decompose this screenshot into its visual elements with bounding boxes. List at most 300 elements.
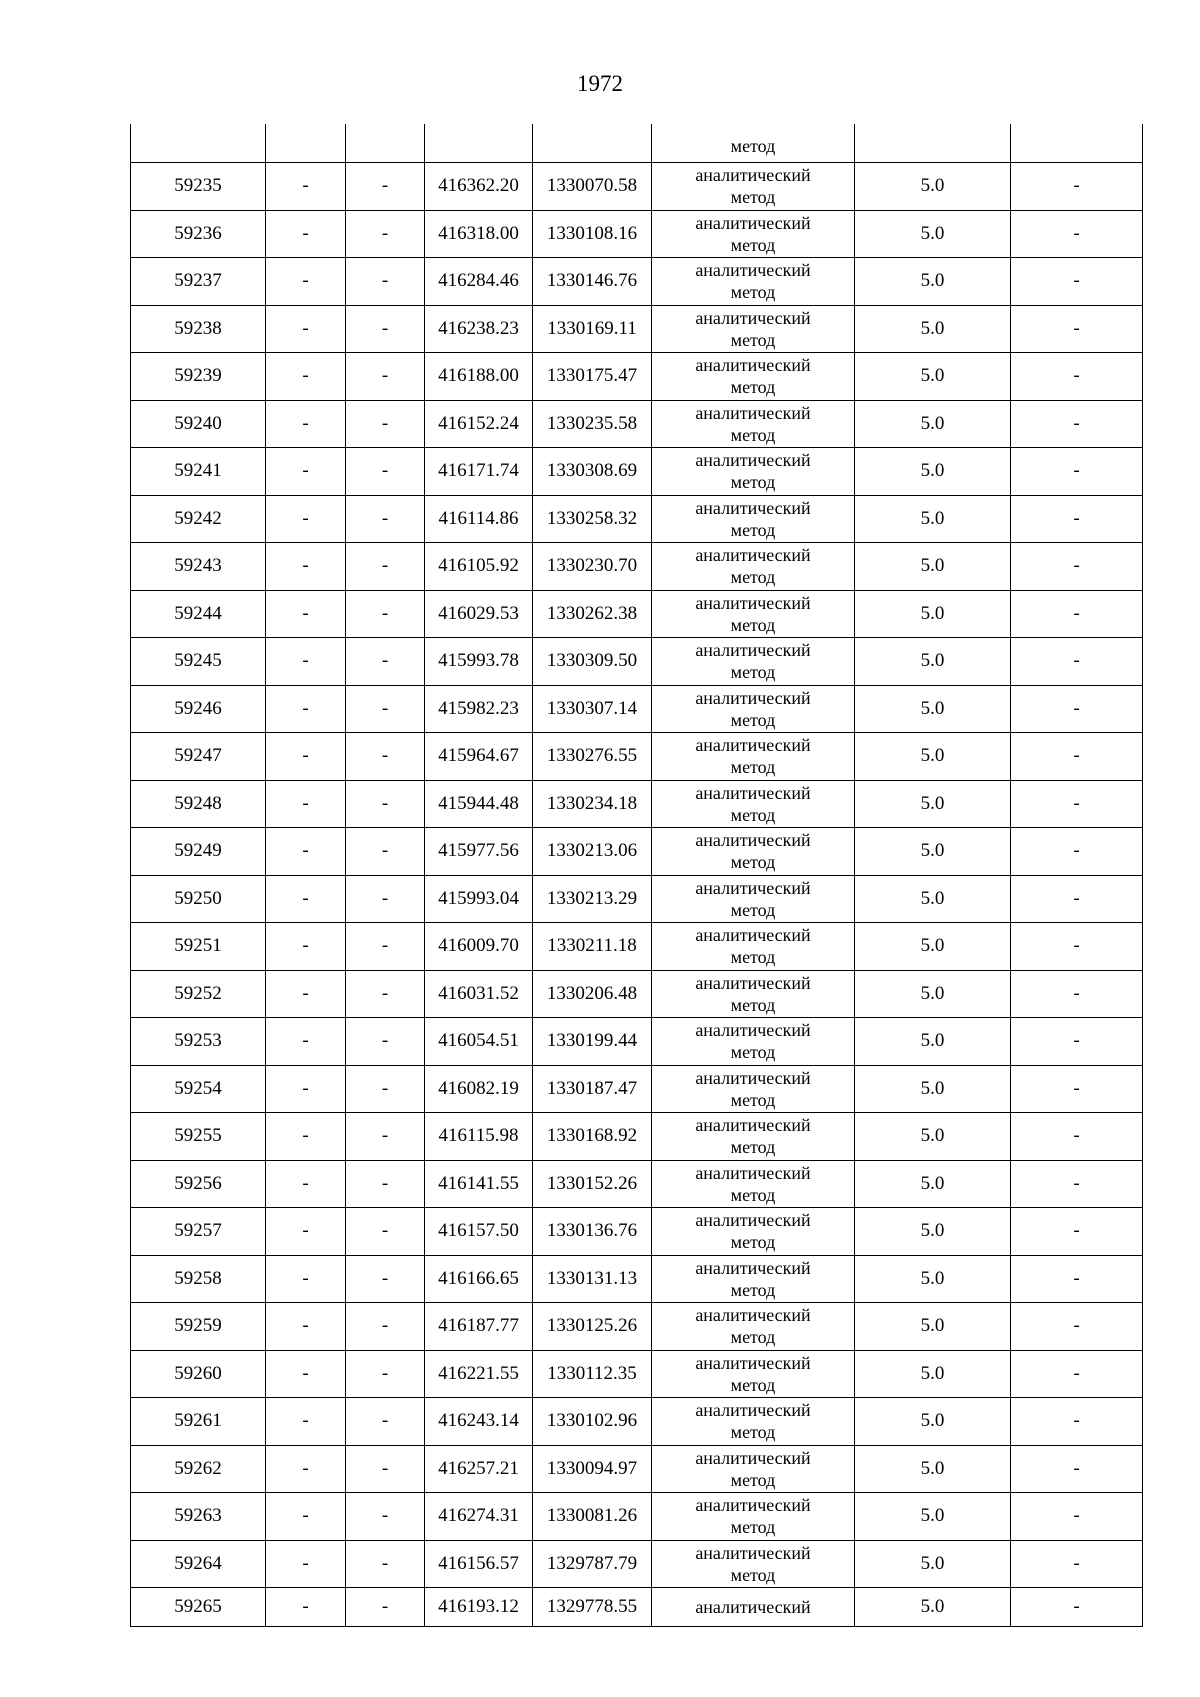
x-coordinate-cell: 416082.19 [425, 1065, 533, 1113]
table-row [131, 1065, 1143, 1113]
point-number-cell: 59253 [131, 1018, 266, 1066]
accuracy-cell: 5.0 [855, 780, 1011, 828]
method-line-2: метод [730, 377, 776, 398]
column-8-cell: - [1011, 685, 1143, 733]
column-8-cell: - [1011, 400, 1143, 448]
point-number-cell: 59241 [131, 448, 266, 496]
method-cell [652, 353, 855, 401]
y-coordinate-cell: 1330108.16 [533, 210, 652, 258]
column-2-cell: - [266, 1540, 346, 1588]
method-line-2: метод [730, 1469, 776, 1490]
method-line-1: аналитический [695, 1542, 811, 1563]
y-coordinate-cell: 1330230.70 [533, 543, 652, 591]
method-line-2: метод [730, 1089, 776, 1110]
column-3-cell: - [346, 1160, 425, 1208]
y-coordinate-cell: 1330169.11 [533, 305, 652, 353]
column-2-cell: - [266, 685, 346, 733]
x-coordinate-cell: 416193.12 [425, 1588, 533, 1627]
y-coordinate-cell: 1330213.06 [533, 828, 652, 876]
column-8-cell: - [1011, 733, 1143, 781]
column-2-cell: - [266, 1493, 346, 1541]
column-8-cell: - [1011, 1493, 1143, 1541]
x-coordinate-cell: 416114.86 [425, 495, 533, 543]
y-coordinate-cell: 1330081.26 [533, 1493, 652, 1541]
point-number-cell: 59240 [131, 400, 266, 448]
column-2-cell: - [266, 1588, 346, 1627]
method-line-2: метод [730, 1042, 776, 1063]
column-3-cell: - [346, 590, 425, 638]
point-number-cell: 59264 [131, 1540, 266, 1588]
method-line-1: аналитический [695, 1352, 811, 1373]
column-2-cell: - [266, 1445, 346, 1493]
table-row [131, 1540, 1143, 1588]
method-cell [652, 448, 855, 496]
column-3-cell: - [346, 1303, 425, 1351]
x-coordinate-cell: 416054.51 [425, 1018, 533, 1066]
method-cell [652, 1350, 855, 1398]
point-number-cell: 59256 [131, 1160, 266, 1208]
x-coordinate-cell: 416187.77 [425, 1303, 533, 1351]
y-coordinate-cell: 1330262.38 [533, 590, 652, 638]
x-coordinate-cell: 416157.50 [425, 1208, 533, 1256]
table-cell [266, 124, 346, 163]
point-number-cell: 59244 [131, 590, 266, 638]
column-2-cell: - [266, 353, 346, 401]
column-3-cell: - [346, 828, 425, 876]
method-line-1: аналитический [695, 402, 811, 423]
method-cell [652, 400, 855, 448]
y-coordinate-cell: 1330234.18 [533, 780, 652, 828]
table-cell [425, 124, 533, 163]
method-cell [652, 685, 855, 733]
y-coordinate-cell: 1330175.47 [533, 353, 652, 401]
column-2-cell: - [266, 923, 346, 971]
x-coordinate-cell: 416238.23 [425, 305, 533, 353]
column-3-cell: - [346, 1208, 425, 1256]
accuracy-cell: 5.0 [855, 875, 1011, 923]
method-line-1: аналитический [695, 735, 811, 756]
accuracy-cell: 5.0 [855, 400, 1011, 448]
column-8-cell: - [1011, 1065, 1143, 1113]
table-row [131, 258, 1143, 306]
method-line-2: метод [730, 852, 776, 873]
y-coordinate-cell: 1330206.48 [533, 970, 652, 1018]
method-cell [652, 1255, 855, 1303]
column-2-cell: - [266, 1018, 346, 1066]
accuracy-cell: 5.0 [855, 258, 1011, 306]
table-row [131, 1493, 1143, 1541]
column-2-cell: - [266, 638, 346, 686]
y-coordinate-cell: 1330307.14 [533, 685, 652, 733]
method-line-1: аналитический [695, 1162, 811, 1183]
column-8-cell: - [1011, 543, 1143, 591]
column-8-cell: - [1011, 1350, 1143, 1398]
point-number-cell: 59235 [131, 163, 266, 211]
method-line-1: аналитический [695, 1447, 811, 1468]
accuracy-cell: 5.0 [855, 1445, 1011, 1493]
table-row [131, 638, 1143, 686]
x-coordinate-cell: 416257.21 [425, 1445, 533, 1493]
point-number-cell: 59261 [131, 1398, 266, 1446]
point-number-cell: 59246 [131, 685, 266, 733]
column-8-cell: - [1011, 1113, 1143, 1161]
table-row [131, 163, 1143, 211]
method-line-1: аналитический [695, 165, 811, 186]
column-8-cell: - [1011, 1588, 1143, 1627]
column-3-cell: - [346, 258, 425, 306]
method-line-1: аналитический [695, 545, 811, 566]
method-cell [652, 828, 855, 876]
y-coordinate-cell: 1330136.76 [533, 1208, 652, 1256]
accuracy-cell: 5.0 [855, 353, 1011, 401]
method-line-1: аналитический [695, 877, 811, 898]
x-coordinate-cell: 416152.24 [425, 400, 533, 448]
x-coordinate-cell: 416031.52 [425, 970, 533, 1018]
method-cell [652, 1588, 855, 1627]
column-8-cell: - [1011, 353, 1143, 401]
column-2-cell: - [266, 163, 346, 211]
method-line-2: метод [730, 899, 776, 920]
column-2-cell: - [266, 970, 346, 1018]
method-line-2: метод [730, 1184, 776, 1205]
table-cell [1011, 124, 1143, 163]
table-cell [533, 124, 652, 163]
table-row [131, 590, 1143, 638]
table-row [131, 780, 1143, 828]
method-line-1: аналитический [695, 1597, 811, 1617]
method-cell [652, 780, 855, 828]
column-2-cell: - [266, 828, 346, 876]
column-8-cell: - [1011, 1255, 1143, 1303]
x-coordinate-cell: 415977.56 [425, 828, 533, 876]
table-cell [855, 124, 1011, 163]
x-coordinate-cell: 415944.48 [425, 780, 533, 828]
point-number-cell: 59236 [131, 210, 266, 258]
method-line-1: аналитический [695, 972, 811, 993]
y-coordinate-cell: 1330187.47 [533, 1065, 652, 1113]
y-coordinate-cell: 1330199.44 [533, 1018, 652, 1066]
method-line-1: аналитический [695, 687, 811, 708]
method-text: метод [730, 136, 776, 156]
method-line-1: аналитический [695, 1495, 811, 1516]
table-row [131, 733, 1143, 781]
point-number-cell: 59250 [131, 875, 266, 923]
method-line-2: метод [730, 424, 776, 445]
column-2-cell: - [266, 1113, 346, 1161]
method-cell [652, 1303, 855, 1351]
column-8-cell: - [1011, 970, 1143, 1018]
method-line-2: метод [730, 1137, 776, 1158]
column-2-cell: - [266, 590, 346, 638]
x-coordinate-cell: 416105.92 [425, 543, 533, 591]
table-row [131, 1160, 1143, 1208]
point-number-cell: 59245 [131, 638, 266, 686]
method-line-2: метод [730, 947, 776, 968]
accuracy-cell: 5.0 [855, 1018, 1011, 1066]
method-line-1: аналитический [695, 355, 811, 376]
column-3-cell: - [346, 1540, 425, 1588]
method-line-2: метод [730, 804, 776, 825]
x-coordinate-cell: 415982.23 [425, 685, 533, 733]
table-row [131, 353, 1143, 401]
x-coordinate-cell: 416362.20 [425, 163, 533, 211]
column-3-cell: - [346, 923, 425, 971]
page-number: 1972 [577, 71, 623, 96]
column-8-cell: - [1011, 448, 1143, 496]
method-cell [652, 1540, 855, 1588]
point-number-cell: 59265 [131, 1588, 266, 1627]
column-2-cell: - [266, 1160, 346, 1208]
x-coordinate-cell: 415993.78 [425, 638, 533, 686]
accuracy-cell: 5.0 [855, 1588, 1011, 1627]
x-coordinate-cell: 416243.14 [425, 1398, 533, 1446]
accuracy-cell: 5.0 [855, 1493, 1011, 1541]
point-number-cell: 59237 [131, 258, 266, 306]
x-coordinate-cell: 416188.00 [425, 353, 533, 401]
method-cell [652, 923, 855, 971]
column-2-cell: - [266, 1350, 346, 1398]
method-cell [652, 1065, 855, 1113]
point-number-cell: 59257 [131, 1208, 266, 1256]
method-cell [652, 163, 855, 211]
table-row [131, 1445, 1143, 1493]
table-row [131, 400, 1143, 448]
column-2-cell: - [266, 543, 346, 591]
x-coordinate-cell: 416171.74 [425, 448, 533, 496]
y-coordinate-cell: 1330258.32 [533, 495, 652, 543]
column-8-cell: - [1011, 828, 1143, 876]
accuracy-cell: 5.0 [855, 448, 1011, 496]
point-number-cell: 59262 [131, 1445, 266, 1493]
table-row [131, 1255, 1143, 1303]
point-number-cell: 59263 [131, 1493, 266, 1541]
column-8-cell: - [1011, 495, 1143, 543]
method-cell [652, 495, 855, 543]
table-row [131, 923, 1143, 971]
accuracy-cell: 5.0 [855, 305, 1011, 353]
column-3-cell: - [346, 638, 425, 686]
column-2-cell: - [266, 780, 346, 828]
column-3-cell: - [346, 1398, 425, 1446]
column-8-cell: - [1011, 163, 1143, 211]
accuracy-cell: 5.0 [855, 210, 1011, 258]
accuracy-cell: 5.0 [855, 1350, 1011, 1398]
x-coordinate-cell: 416115.98 [425, 1113, 533, 1161]
column-3-cell: - [346, 875, 425, 923]
table-cell [346, 124, 425, 163]
method-line-2: метод [730, 282, 776, 303]
column-8-cell: - [1011, 305, 1143, 353]
column-2-cell: - [266, 1065, 346, 1113]
method-line-2: метод [730, 1279, 776, 1300]
x-coordinate-cell: 416156.57 [425, 1540, 533, 1588]
y-coordinate-cell: 1330308.69 [533, 448, 652, 496]
accuracy-cell: 5.0 [855, 1113, 1011, 1161]
y-coordinate-cell: 1330152.26 [533, 1160, 652, 1208]
column-3-cell: - [346, 305, 425, 353]
table-body [131, 124, 1143, 1627]
point-number-cell: 59242 [131, 495, 266, 543]
column-8-cell: - [1011, 1540, 1143, 1588]
accuracy-cell: 5.0 [855, 495, 1011, 543]
y-coordinate-cell: 1330213.29 [533, 875, 652, 923]
method-cell [652, 1113, 855, 1161]
method-line-1: аналитический [695, 1400, 811, 1421]
method-line-2: метод [730, 1422, 776, 1443]
y-coordinate-cell: 1330131.13 [533, 1255, 652, 1303]
method-cell [652, 124, 855, 163]
column-3-cell: - [346, 1018, 425, 1066]
method-cell [652, 1208, 855, 1256]
method-line-2: метод [730, 757, 776, 778]
method-cell [652, 733, 855, 781]
x-coordinate-cell: 415993.04 [425, 875, 533, 923]
y-coordinate-cell: 1330146.76 [533, 258, 652, 306]
table-row [131, 1208, 1143, 1256]
accuracy-cell: 5.0 [855, 685, 1011, 733]
column-3-cell: - [346, 1588, 425, 1627]
method-line-1: аналитический [695, 260, 811, 281]
column-8-cell: - [1011, 923, 1143, 971]
method-line-1: аналитический [695, 830, 811, 851]
column-8-cell: - [1011, 1160, 1143, 1208]
y-coordinate-cell: 1330112.35 [533, 1350, 652, 1398]
accuracy-cell: 5.0 [855, 1065, 1011, 1113]
table-row [131, 210, 1143, 258]
column-2-cell: - [266, 1208, 346, 1256]
method-line-1: аналитический [695, 1305, 811, 1326]
column-3-cell: - [346, 970, 425, 1018]
method-line-2: метод [730, 662, 776, 683]
x-coordinate-cell: 416284.46 [425, 258, 533, 306]
accuracy-cell: 5.0 [855, 163, 1011, 211]
y-coordinate-cell: 1330276.55 [533, 733, 652, 781]
table-row [131, 1303, 1143, 1351]
column-3-cell: - [346, 543, 425, 591]
coordinates-table [130, 124, 1143, 1627]
accuracy-cell: 5.0 [855, 1540, 1011, 1588]
table-row [131, 685, 1143, 733]
column-3-cell: - [346, 495, 425, 543]
point-number-cell: 59255 [131, 1113, 266, 1161]
point-number-cell: 59243 [131, 543, 266, 591]
table-row [131, 875, 1143, 923]
table-row [131, 1588, 1143, 1627]
method-line-1: аналитический [695, 1020, 811, 1041]
accuracy-cell: 5.0 [855, 733, 1011, 781]
column-3-cell: - [346, 780, 425, 828]
table-row [131, 1350, 1143, 1398]
x-coordinate-cell: 416274.31 [425, 1493, 533, 1541]
method-line-2: метод [730, 994, 776, 1015]
table-row [131, 828, 1143, 876]
accuracy-cell: 5.0 [855, 1255, 1011, 1303]
point-number-cell: 59254 [131, 1065, 266, 1113]
y-coordinate-cell: 1330211.18 [533, 923, 652, 971]
column-3-cell: - [346, 1493, 425, 1541]
column-2-cell: - [266, 305, 346, 353]
column-3-cell: - [346, 685, 425, 733]
accuracy-cell: 5.0 [855, 1398, 1011, 1446]
column-2-cell: - [266, 210, 346, 258]
method-line-1: аналитический [695, 925, 811, 946]
continued-row [131, 124, 1143, 163]
x-coordinate-cell: 416166.65 [425, 1255, 533, 1303]
point-number-cell: 59258 [131, 1255, 266, 1303]
accuracy-cell: 5.0 [855, 1208, 1011, 1256]
method-line-2: метод [730, 187, 776, 208]
column-3-cell: - [346, 210, 425, 258]
point-number-cell: 59238 [131, 305, 266, 353]
method-line-2: метод [730, 519, 776, 540]
accuracy-cell: 5.0 [855, 970, 1011, 1018]
table-cell [131, 124, 266, 163]
y-coordinate-cell: 1330094.97 [533, 1445, 652, 1493]
method-cell [652, 210, 855, 258]
method-cell [652, 638, 855, 686]
column-2-cell: - [266, 448, 346, 496]
table-row [131, 1398, 1143, 1446]
method-line-1: аналитический [695, 782, 811, 803]
method-line-1: аналитический [695, 1115, 811, 1136]
column-3-cell: - [346, 1113, 425, 1161]
method-line-2: метод [730, 1517, 776, 1538]
method-line-2: метод [730, 1232, 776, 1253]
method-cell [652, 590, 855, 638]
column-8-cell: - [1011, 1445, 1143, 1493]
point-number-cell: 59251 [131, 923, 266, 971]
table-row [131, 970, 1143, 1018]
accuracy-cell: 5.0 [855, 543, 1011, 591]
x-coordinate-cell: 415964.67 [425, 733, 533, 781]
table-row [131, 1113, 1143, 1161]
table-row [131, 495, 1143, 543]
method-cell [652, 1018, 855, 1066]
method-line-1: аналитический [695, 640, 811, 661]
accuracy-cell: 5.0 [855, 590, 1011, 638]
method-line-2: метод [730, 472, 776, 493]
point-number-cell: 59248 [131, 780, 266, 828]
y-coordinate-cell: 1330102.96 [533, 1398, 652, 1446]
method-line-1: аналитический [695, 1257, 811, 1278]
column-2-cell: - [266, 1303, 346, 1351]
point-number-cell: 59260 [131, 1350, 266, 1398]
column-8-cell: - [1011, 638, 1143, 686]
x-coordinate-cell: 416009.70 [425, 923, 533, 971]
method-line-2: метод [730, 234, 776, 255]
method-cell [652, 1493, 855, 1541]
point-number-cell: 59239 [131, 353, 266, 401]
point-number-cell: 59249 [131, 828, 266, 876]
method-cell [652, 970, 855, 1018]
method-line-1: аналитический [695, 592, 811, 613]
method-cell [652, 305, 855, 353]
column-3-cell: - [346, 1445, 425, 1493]
method-cell [652, 1160, 855, 1208]
column-8-cell: - [1011, 258, 1143, 306]
x-coordinate-cell: 416221.55 [425, 1350, 533, 1398]
column-2-cell: - [266, 258, 346, 306]
column-3-cell: - [346, 448, 425, 496]
column-8-cell: - [1011, 590, 1143, 638]
point-number-cell: 59247 [131, 733, 266, 781]
method-line-2: метод [730, 567, 776, 588]
y-coordinate-cell: 1329778.55 [533, 1588, 652, 1627]
column-8-cell: - [1011, 780, 1143, 828]
table-row [131, 448, 1143, 496]
method-cell [652, 258, 855, 306]
method-line-1: аналитический [695, 307, 811, 328]
